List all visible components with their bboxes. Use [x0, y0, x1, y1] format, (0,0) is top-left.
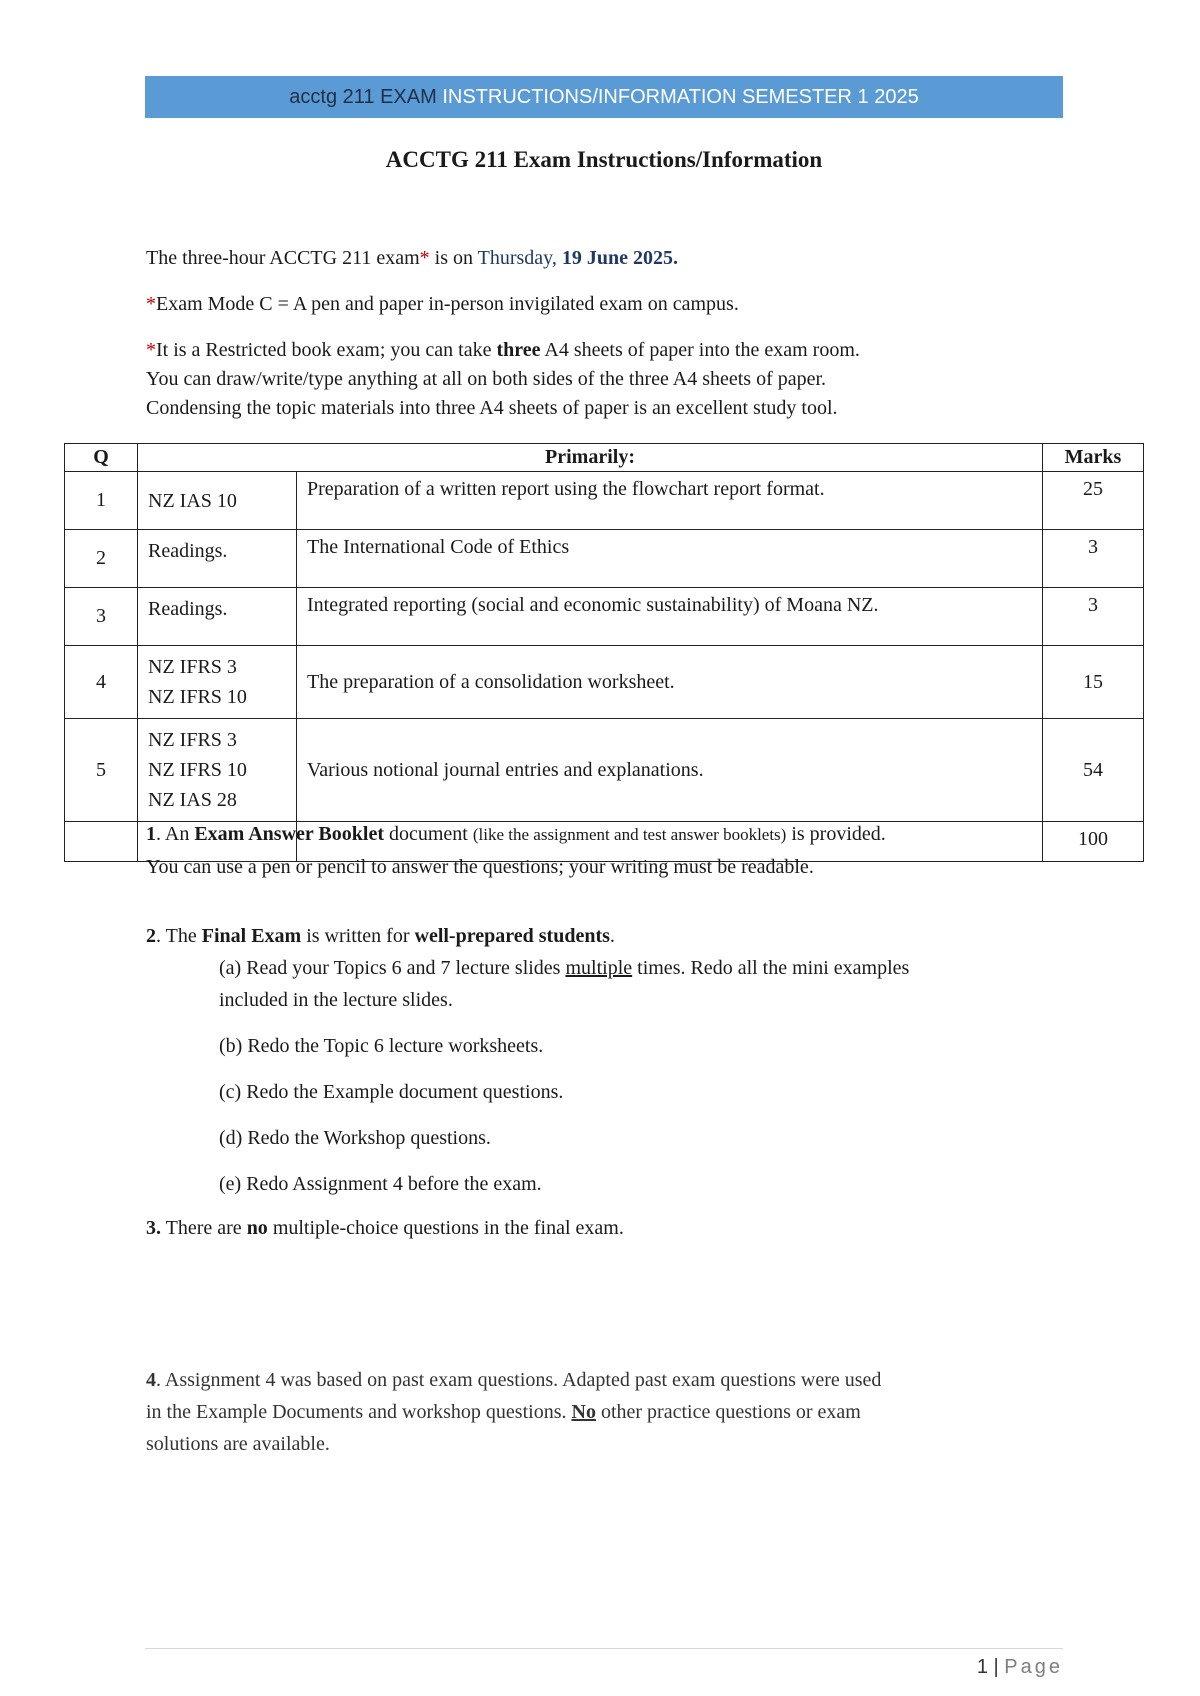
exam-day: Thursday,	[477, 247, 562, 269]
header-q: Q	[65, 444, 138, 472]
sub-item-text: times. Redo all the mini examples	[632, 957, 910, 979]
sub-item-a	[146, 952, 1076, 984]
point-underlined: No	[571, 1401, 596, 1423]
restricted-line-3: Condensing the topic materials into three A4 sheets of paper is an excellent study tool.	[146, 397, 838, 419]
point-text: in the Example Documents and workshop questions.	[146, 1401, 572, 1423]
exam-date-text: The three-hour ACCTG 211 exam	[146, 247, 420, 269]
document-title: ACCTG 211 Exam Instructions/Information	[385, 147, 823, 172]
table-body	[65, 472, 1144, 862]
point-bold: no	[246, 1217, 268, 1239]
standard-label: NZ IAS 10	[148, 489, 237, 512]
point-2	[146, 920, 1076, 1244]
empty-cell	[65, 822, 138, 862]
point-bold: Final Exam	[201, 925, 302, 947]
intro-section	[146, 244, 1066, 423]
point-number: 3.	[146, 1217, 161, 1239]
cell-description: Various notional journal entries and explanations.	[297, 719, 1043, 822]
cell-q: 1	[65, 472, 138, 530]
restricted-line-2: You can draw/write/type anything at all on both sides of the three A4 sheets of paper.	[146, 368, 827, 390]
sub-item-e: (e) Redo Assignment 4 before the exam.	[219, 1173, 542, 1195]
exam-date-line	[146, 244, 1066, 273]
table-row	[65, 588, 1144, 646]
point-4-line-3: solutions are available.	[146, 1433, 330, 1455]
total-marks: 100	[1043, 822, 1144, 862]
point-text: is written for	[301, 925, 415, 947]
cell-description: The preparation of a consolidation worksheet.	[297, 646, 1043, 719]
standard-label: NZ IFRS 10	[148, 686, 247, 708]
cell-standards	[138, 588, 297, 646]
cell-standards	[138, 719, 297, 822]
point-1-line-2: You can use a pen or pencil to answer the questions; your writing must be readable.	[146, 856, 814, 878]
point-text: . Assignment 4 was based on past exam questions. Adapted past exam questions were used	[156, 1369, 882, 1391]
restricted-bold: three	[496, 339, 541, 361]
point-text: multiple-choice questions in the final exam.	[267, 1217, 624, 1239]
point-bold: Exam Answer Booklet	[194, 823, 384, 845]
restricted-line-1	[146, 336, 1066, 365]
standard-label: NZ IFRS 10	[148, 759, 247, 781]
header-primarily: Primarily:	[138, 444, 1043, 472]
page-label: Page	[1004, 1656, 1063, 1678]
table-row	[65, 472, 1144, 530]
exam-mode-line	[146, 290, 1066, 319]
point-bold: well-prepared students	[414, 925, 610, 947]
cell-q: 5	[65, 719, 138, 822]
point-text: . The	[156, 925, 202, 947]
sub-item-d: (d) Redo the Workshop questions.	[219, 1127, 491, 1149]
point-text: document	[383, 823, 473, 845]
table-row	[65, 530, 1144, 588]
sub-item-a-cont: included in the lecture slides.	[219, 989, 453, 1011]
exam-mode-text: Exam Mode C = A pen and paper in-person invigilated exam on campus.	[156, 293, 739, 315]
cell-q: 2	[65, 530, 138, 588]
point-3	[146, 1212, 1076, 1244]
sub-item-b: (b) Redo the Topic 6 lecture worksheets.	[219, 1035, 544, 1057]
footer-divider	[145, 1648, 1063, 1649]
standard-label: NZ IAS 28	[148, 789, 237, 811]
cell-q: 4	[65, 646, 138, 719]
page-separator: |	[987, 1656, 1005, 1678]
point-number: 1	[146, 823, 156, 845]
point-text: . An	[156, 823, 195, 845]
cell-marks: 3	[1043, 530, 1144, 588]
questions-table	[64, 443, 1144, 862]
point-text: .	[609, 925, 615, 947]
cell-marks: 3	[1043, 588, 1144, 646]
cell-description: The International Code of Ethics	[297, 530, 1043, 588]
cell-marks: 54	[1043, 719, 1144, 822]
exam-date: 19 June 2025.	[561, 247, 678, 269]
footnote-star: *	[146, 339, 156, 361]
restricted-text-b: A4 sheets of paper into the exam room.	[540, 339, 860, 361]
standard-label: NZ IFRS 3	[148, 729, 237, 751]
table-header-row	[65, 444, 1144, 472]
page-number: 1	[976, 1656, 988, 1678]
cell-standards	[138, 472, 297, 530]
table-row	[65, 646, 1144, 719]
header-lead: acctg 211 EXAM	[289, 86, 437, 108]
exam-date-connector: is on	[429, 247, 478, 269]
cell-marks: 25	[1043, 472, 1144, 530]
standard-label: Readings.	[148, 598, 228, 620]
cell-marks: 15	[1043, 646, 1144, 719]
standard-label: NZ IFRS 3	[148, 656, 237, 678]
restricted-text-a: It is a Restricted book exam; you can take	[156, 339, 497, 361]
cell-description: Preparation of a written report using the flowchart report format.	[297, 472, 1043, 530]
cell-q: 3	[65, 588, 138, 646]
sub-item-text: (a) Read your Topics 6 and 7 lecture slides	[219, 957, 566, 979]
footnote-star: *	[419, 247, 430, 269]
running-header	[145, 76, 1063, 118]
header-rest: INSTRUCTIONS/INFORMATION SEMESTER 1 2025	[436, 86, 919, 108]
cell-standards	[138, 646, 297, 719]
sub-item-c: (c) Redo the Example document questions.	[219, 1081, 564, 1103]
point-small-text: (like the assignment and test answer booklets)	[472, 825, 787, 844]
point-text: There are	[161, 1217, 247, 1239]
cell-standards	[138, 530, 297, 588]
point-text: other practice questions or exam	[595, 1401, 861, 1423]
table-row	[65, 719, 1144, 822]
standard-label: Readings.	[148, 540, 228, 562]
point-4	[146, 1364, 1076, 1460]
page-footer	[145, 1656, 1063, 1679]
footnote-star: *	[146, 293, 156, 315]
point-text: is provided.	[786, 823, 886, 845]
point-1	[146, 818, 1076, 883]
cell-description: Integrated reporting (social and economic sustainability) of Moana NZ.	[297, 588, 1043, 646]
point-number: 4	[146, 1369, 156, 1391]
sub-item-underlined: multiple	[565, 957, 633, 979]
point-number: 2	[146, 925, 156, 947]
header-marks: Marks	[1043, 444, 1144, 472]
